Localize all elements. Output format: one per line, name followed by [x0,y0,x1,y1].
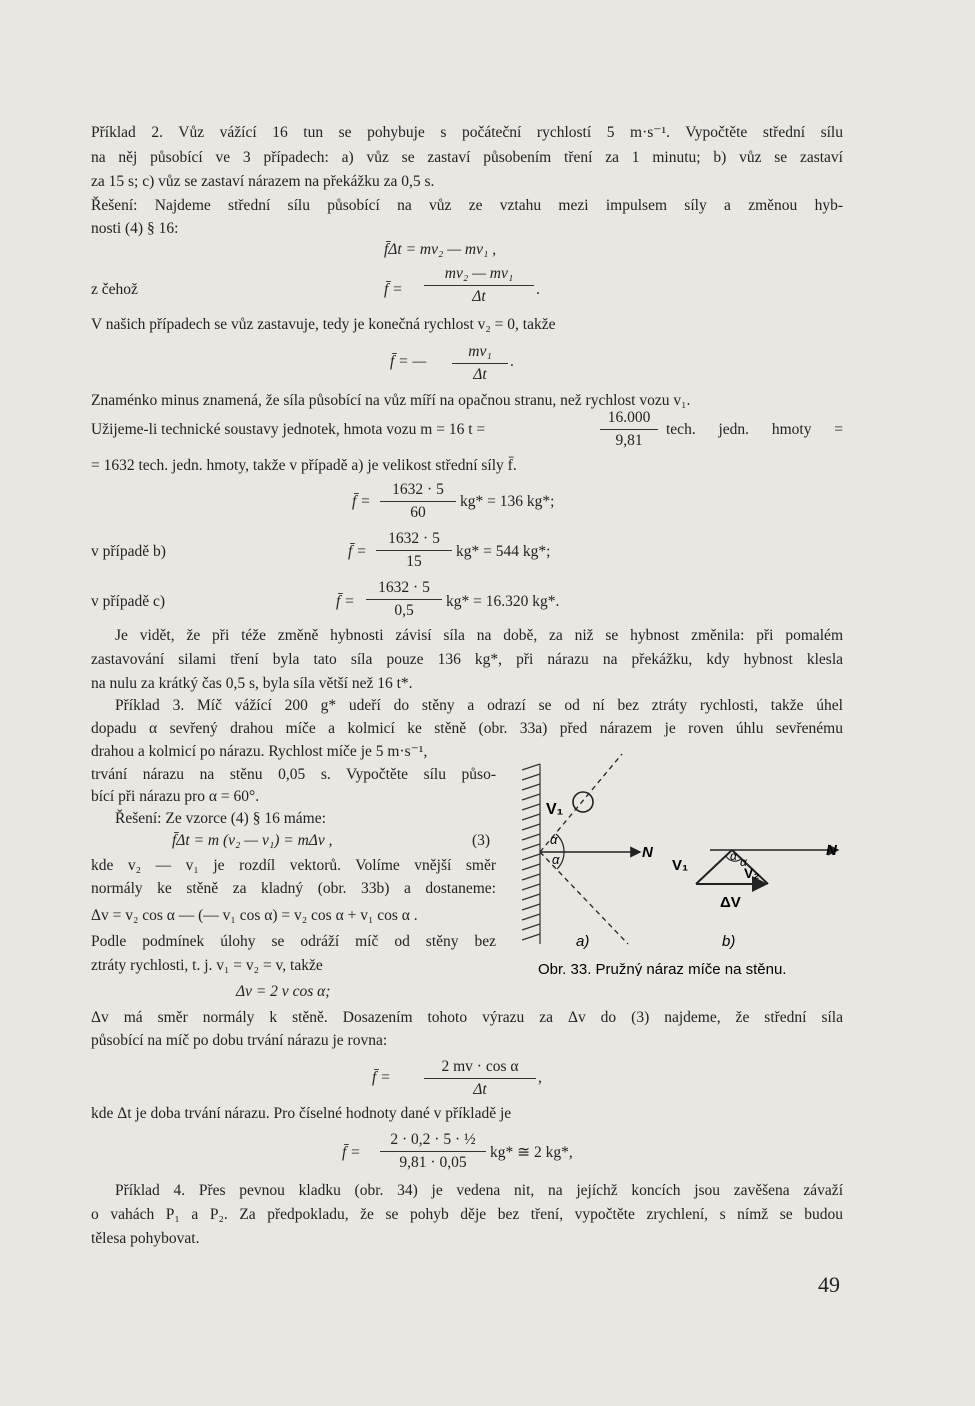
ex2-conclusion-line-1: Je vidět, že při téže změně hybnosti závisí síla na době, za niž se hybnost změnila: při pomalém [115,627,843,644]
fig-v1-label-b: V₁ [672,857,689,874]
ex3-line-1: Příklad 3. Míč vážící 200 g* udeří do stěny a odrazí se od ní bez ztráty rychlosti, takže úhel [115,697,843,714]
case-a-lhs: f̄ = [352,493,371,510]
ex2-eq3-tail: . [510,353,514,370]
case-c-denominator: 0,5 [394,602,414,619]
case-a-denominator: 60 [410,504,426,521]
ex2-text-1632: = 1632 tech. jedn. hmoty, takže v případě a) je velikost střední síly f̄. [91,457,517,474]
case-a-fraction [380,481,456,522]
ex3-f1-denominator: Δt [473,1081,487,1098]
case-c-result: kg* = 16.320 kg*. [446,593,560,610]
ex2-mass-numerator: 16.000 [600,409,658,430]
ex4-line-1: Příklad 4. Přes pevnou kladku (obr. 34) je vedena nit, na jejíchž koncích jsou zavěšena závaží [115,1182,843,1199]
case-a-numerator: 1632 · 5 [380,481,456,502]
ex2-eq3-numerator: mv₁ [452,343,508,364]
ex2-eq3-lhs: f̄ = — [390,353,427,370]
case-c-lhs: f̄ = [336,593,355,610]
ex3-f2-numerator: 2 · 0,2 · 5 · ½ [380,1131,486,1152]
ex2-solution-line-2: nosti (4) § 16: [91,220,179,237]
ex3-line-13: Δv = 2 v cos α; [236,983,331,1000]
fig-alpha-b2: α [740,855,747,869]
case-b-result: kg* = 544 kg*; [456,543,551,560]
ex3-line-16: kde Δt je doba trvání nárazu. Pro číselné hodnoty dané v příkladě je [91,1105,512,1122]
fig-alpha-lower: α [552,852,560,867]
figure-33 [500,744,850,976]
ex4-line-3: tělesa pohybovat. [91,1230,200,1247]
fig-caption: Obr. 33. Pružný náraz míče na stěnu. [538,961,787,976]
ex3-f2-denominator: 9,81 · 0,05 [399,1154,467,1171]
ex2-conclusion-line-2: zastavování silami tření byla tato síla pouze 136 kg*, při nárazu na překážku, kdy hybnost klesla [91,651,843,668]
ex3-line-10: Δv = v₂ cos α — (— v₁ cos α) = v₂ cos α + v₁ cos α . [91,907,418,924]
ex3-f2-result: kg* ≅ 2 kg*, [490,1144,573,1161]
ex3-line-5: bící při nárazu pro α = 60°. [91,788,260,805]
ex2-eq2-numerator: mv₂ — mv₁ [424,265,534,286]
case-c-numerator: 1632 · 5 [366,579,442,600]
ex3-line-2: dopadu α sevřený drahou míče a kolmicí ke stěně (obr. 33a) před nárazem je roven úhlu sevřenému [91,720,843,737]
ex3-line-3: drahou a kolmicí po nárazu. Rychlost míče je 5 m·s⁻¹, [91,743,428,760]
fig-alpha-b1: α [730,849,737,863]
fig-dv-label-b: ΔV [720,894,741,911]
ex3-f2-fraction [380,1131,486,1172]
ex2-text-znamenko: Znaménko minus znamená, že síla působící na vůz míří na opačnou stranu, než rychlost vozu v₁. [91,392,691,409]
ex2-mass-denominator: 9,81 [615,432,643,449]
ex2-text-v-nasich: V našich případech se vůz zastavuje, tedy je konečná rychlost v₂ = 0, takže [91,316,556,333]
fig-label-a: a) [576,933,590,950]
ex2-eq2-denominator: Δt [472,288,486,305]
ex3-solution: Řešení: Ze vzorce (4) § 16 máme: [115,810,326,827]
wall-hatching [522,764,540,944]
ex3-f1-lhs: f̄ = [372,1069,391,1086]
fig-v1-label-a: V₁ [546,801,564,818]
case-c-fraction [366,579,442,620]
ex2-mass-fraction [600,409,658,450]
ex3-f1-tail: , [538,1069,542,1086]
ball-icon [573,792,593,812]
ex2-eq2-lhs: f̄ = [384,281,403,298]
fig-label-b: b) [722,933,736,950]
case-b-numerator: 1632 · 5 [376,530,452,551]
ex3-line-11: Podle podmínek úlohy se odráží míč od stěny bez [91,933,496,950]
ex3-line-14: Δv má směr normály k stěně. Dosazením tohoto výrazu za Δv do (3) najdeme, že střední síla [91,1009,843,1026]
ex3-equation: f̄Δt = m (v₂ — v₁) = mΔv , [172,832,333,849]
ex2-line-3: za 15 s; c) vůz se zastaví nárazem na překážku za 0,5 s. [91,173,435,190]
ex2-eq2-fraction [424,265,534,306]
ex2-eq2-tail: . [536,281,540,298]
ex3-line-12: ztráty rychlosti, t. j. v₁ = v₂ = v, takže [91,957,323,974]
ex2-solution-line-1: Řešení: Najdeme střední sílu působící na vůz ze vztahu mezi impulsem síly a změnou hyb- [91,197,843,214]
ex3-line-4: trvání nárazu na stěnu 0,05 s. Vypočtěte sílu půso- [91,766,496,783]
case-a-result: kg* = 136 kg*; [460,493,555,510]
fig-alpha-upper: α [550,832,558,847]
vector-v1-b [696,850,732,884]
ex2-z-cehoz: z čehož [91,281,138,298]
ex2-line-1: Příklad 2. Vůz vážící 16 tun se pohybuje s počáteční rychlostí 5 m·s⁻¹. Vypočtěte střední sílu [91,124,843,141]
case-b-denominator: 15 [406,553,422,570]
ex3-equation-number: (3) [472,832,491,849]
ex3-f2-lhs: f̄ = [342,1144,361,1161]
ex2-text-uzijeme: Užijeme-li technické soustavy jednotek, hmota vozu m = 16 t = [91,421,486,438]
case-b-lhs: f̄ = [348,543,367,560]
case-c-label: v případě c) [91,593,166,610]
page-number: 49 [818,1272,840,1297]
ex2-eq3-denominator: Δt [473,366,487,383]
ex2-mass-tail: tech. jedn. hmoty = [666,421,843,438]
fig-n-label-b: N [826,842,837,859]
ex2-conclusion-line-3: na nulu za krátký čas 0,5 s, byla síla větší než 16 t*. [91,675,413,692]
ex3-f1-numerator: 2 mv · cos α [424,1058,536,1079]
ex3-f1-fraction [424,1058,536,1099]
ex2-line-2: na něj působící ve 3 případech: a) vůz se zastaví působením tření za 1 minutu; b) vůz se zastaví [91,149,843,166]
case-b-label: v případě b) [91,543,166,560]
ex3-line-9: normály ke stěně za kladný (obr. 33b) a dostaneme: [91,880,496,897]
ex4-line-2: o vahách P₁ a P₂. Za předpokladu, že se pohyb děje bez tření, vypočtěte zrychlení, s nímž se budou [91,1206,843,1223]
fig-n-label-a: N [642,844,653,861]
ex2-eq3-fraction [452,343,508,384]
fig-v2-label-b: V₂ [744,865,760,881]
ex2-equation-1: f̄Δt = mv₂ — mv₁ , [384,241,497,258]
ex3-line-8: kde v₂ — v₁ je rozdíl vektorů. Volíme vnější směr [91,857,496,874]
case-b-fraction [376,530,452,571]
ex3-line-15: působící na míč po dobu trvání nárazu je rovna: [91,1032,388,1049]
